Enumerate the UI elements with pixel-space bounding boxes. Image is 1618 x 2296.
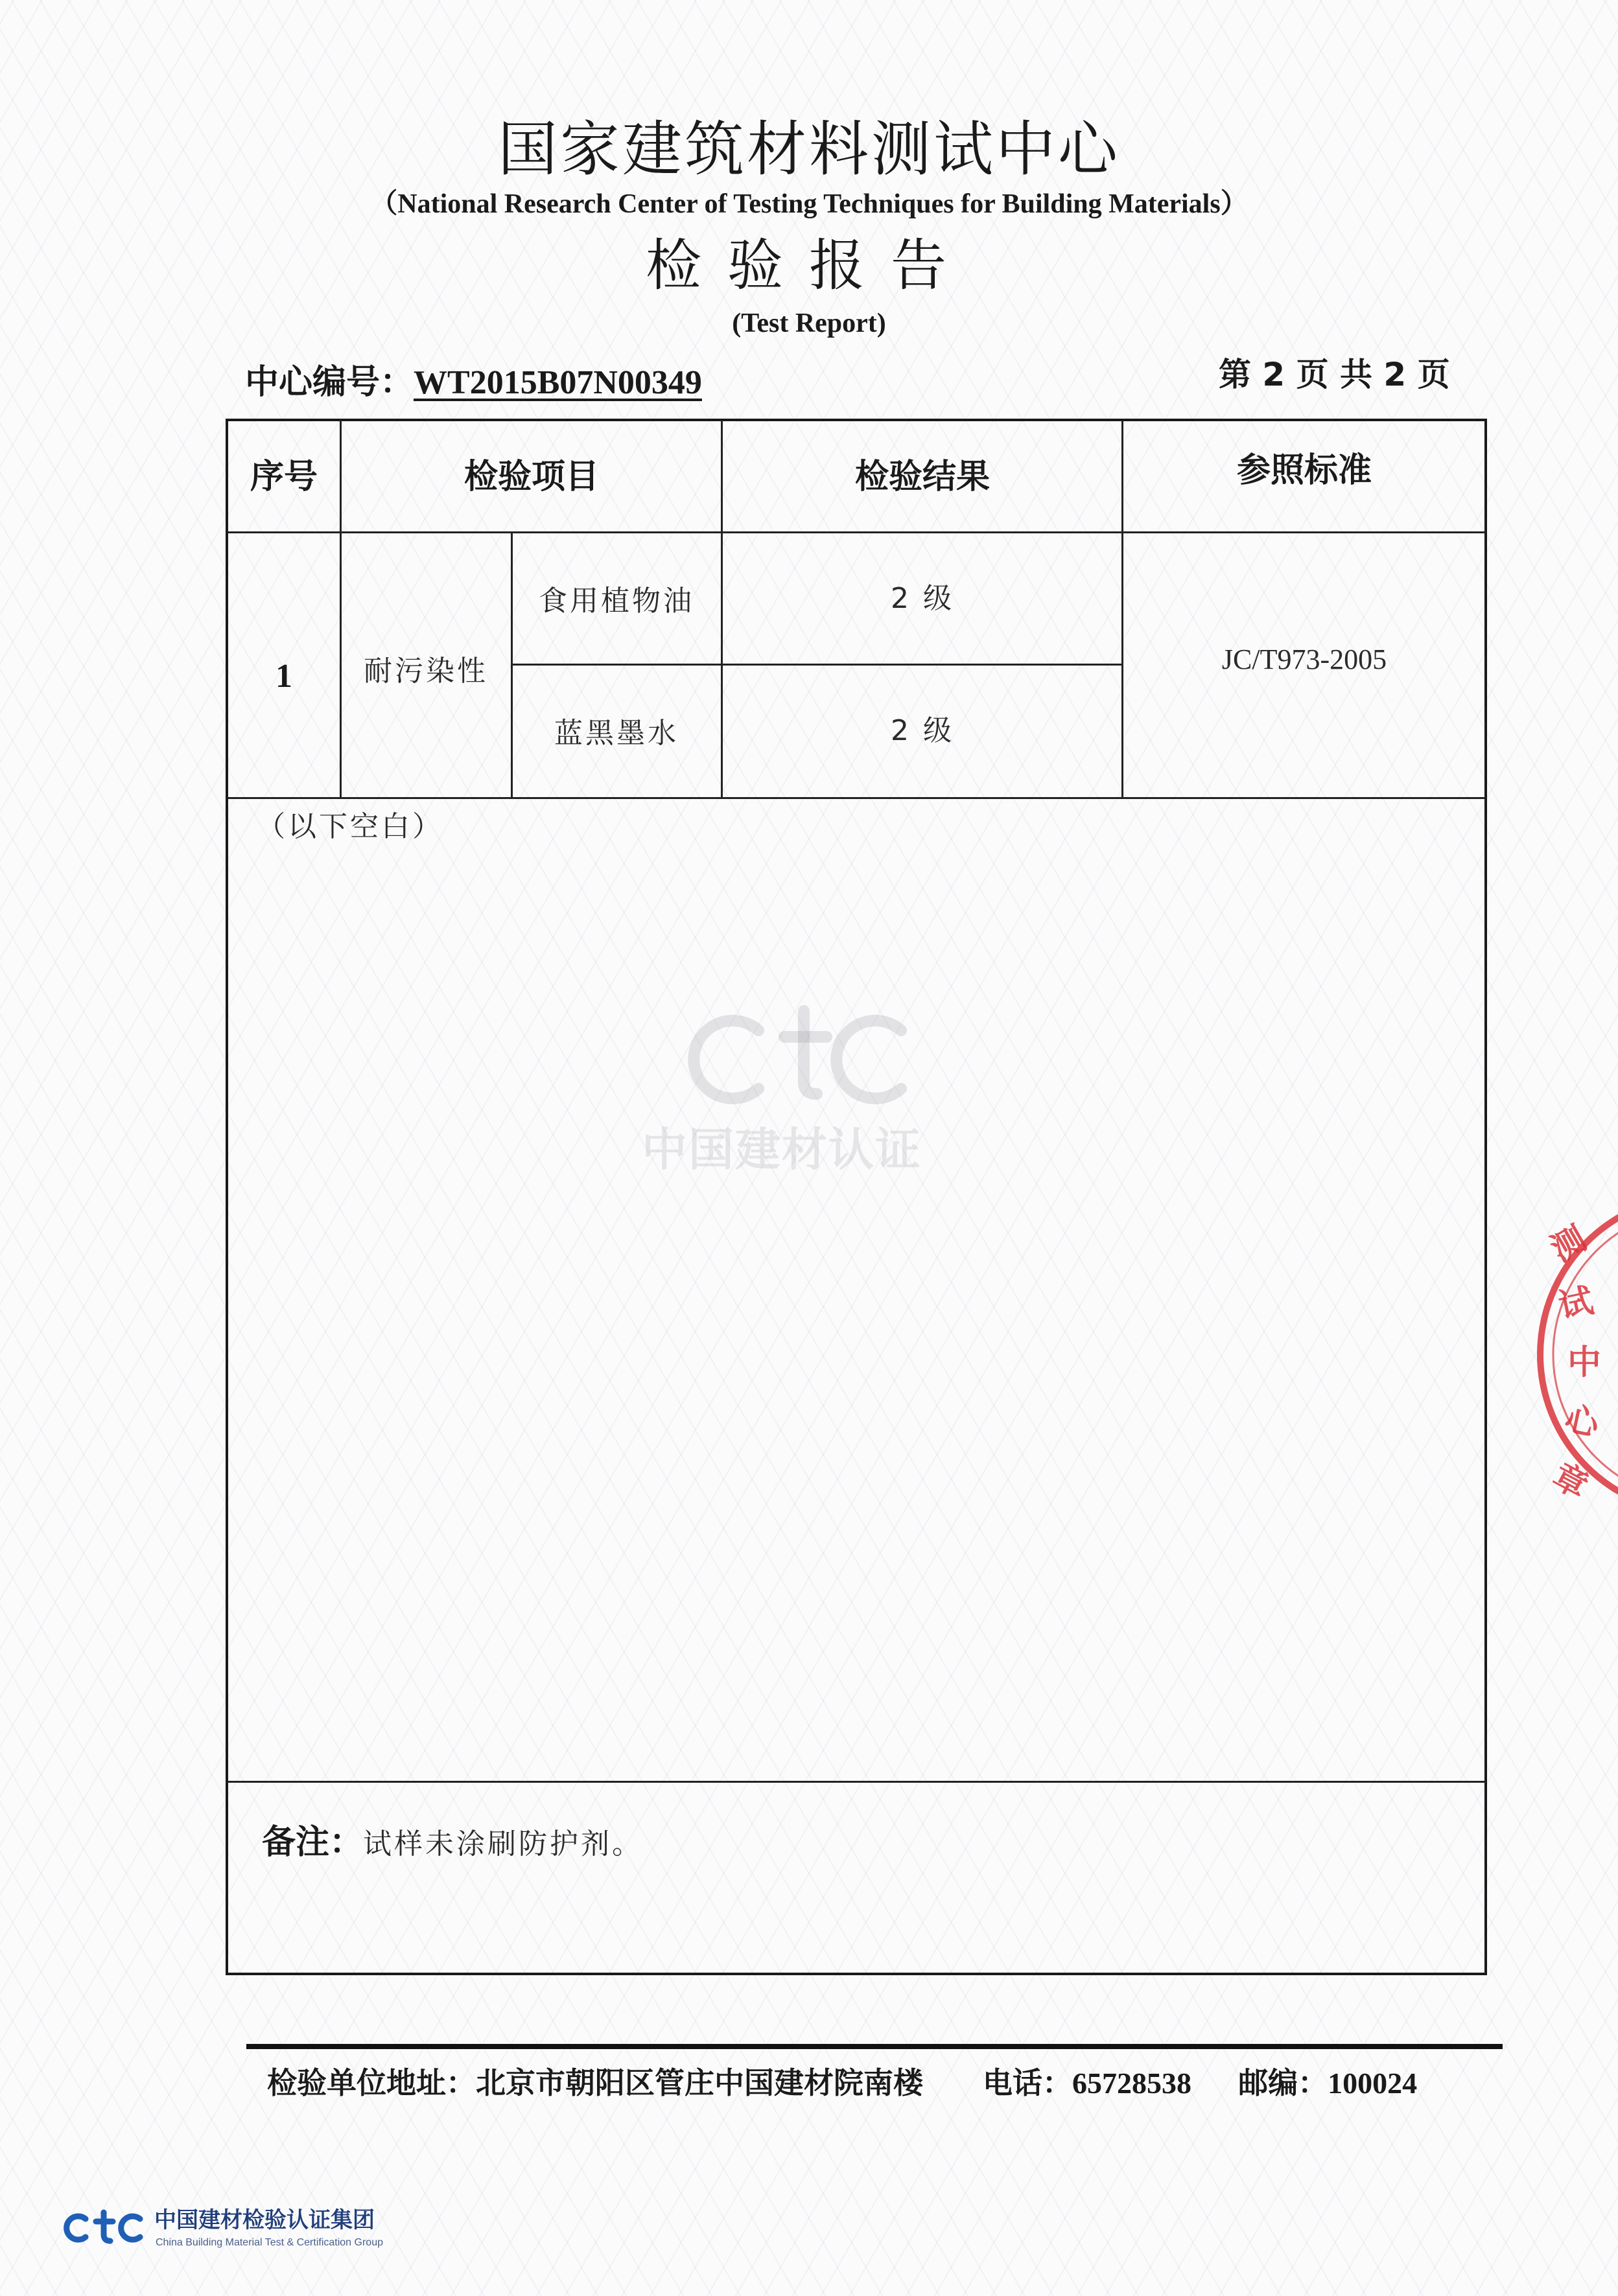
svg-text:章: 章 [1546, 1456, 1595, 1507]
organization-name: 国家建筑材料测试中心 [497, 115, 1120, 184]
table-cell-subitem-1: 食用植物油 [539, 585, 694, 618]
document-title: 检验报告 [646, 233, 972, 298]
official-seal-stamp [1527, 1186, 1618, 1523]
footer-rule [246, 2044, 1503, 2049]
table-cell-result-1: 2 级 [891, 582, 954, 615]
remarks-divider [227, 1781, 1486, 1783]
organization-name-english: （National Research Center of Testing Techniques for Building Materials） [370, 189, 1248, 219]
svg-text:试: 试 [1555, 1281, 1597, 1327]
footer-phone: 65728538 [1072, 2067, 1192, 2100]
table-header-divider [227, 531, 1486, 533]
column-header-standard: 参照标准 [1236, 451, 1372, 490]
ctc-watermark-logo [687, 985, 920, 1108]
corporate-name-english: China Building Material Test & Certification Group [156, 2237, 383, 2248]
table-cell-standard: JC/T973-2005 [1221, 644, 1387, 675]
footer-address: 检验单位地址：北京市朝阳区管庄中国建材院南楼 [267, 2065, 923, 2100]
column-header-seq: 序号 [250, 458, 318, 496]
footer-postcode-label: 邮编： [1238, 2065, 1328, 2100]
column-header-result: 检验结果 [854, 458, 990, 496]
report-number-value: WT2015B07N00349 [414, 364, 702, 401]
page-info: 第 2 页 共 2 页 [1219, 356, 1450, 393]
column-header-item: 检验项目 [463, 458, 599, 496]
remarks-value: 试样未涂刷防护剂。 [363, 1827, 644, 1861]
table-cell-subitem-2: 蓝黑墨水 [554, 717, 679, 750]
footer-postcode: 100024 [1328, 2067, 1418, 2100]
remarks [262, 1821, 643, 1866]
report-number-label: 中心编号： [245, 363, 414, 402]
table-subrow-divider [511, 664, 1123, 666]
svg-text:中: 中 [1567, 1343, 1602, 1382]
table-cell-seq: 1 [276, 658, 292, 695]
table-cell-result-2: 2 级 [891, 714, 954, 747]
watermark-text: 中国建材认证 [642, 1123, 922, 1176]
blank-below-note: （以下空白） [257, 810, 443, 843]
remarks-label: 备注： [262, 1823, 364, 1862]
footer-contact [267, 2063, 1499, 2103]
svg-text:心: 心 [1561, 1399, 1603, 1444]
table-cell-item: 耐污染性 [364, 655, 488, 688]
footer-phone-label: 电话： [983, 2065, 1073, 2100]
document-title-english: (Test Report) [732, 308, 886, 338]
svg-text:测: 测 [1544, 1219, 1593, 1270]
table-body-divider [227, 797, 1486, 799]
corporate-name: 中国建材检验认证集团 [154, 2207, 375, 2233]
report-number [245, 362, 702, 404]
ctc-corporate-logo [64, 2206, 148, 2247]
